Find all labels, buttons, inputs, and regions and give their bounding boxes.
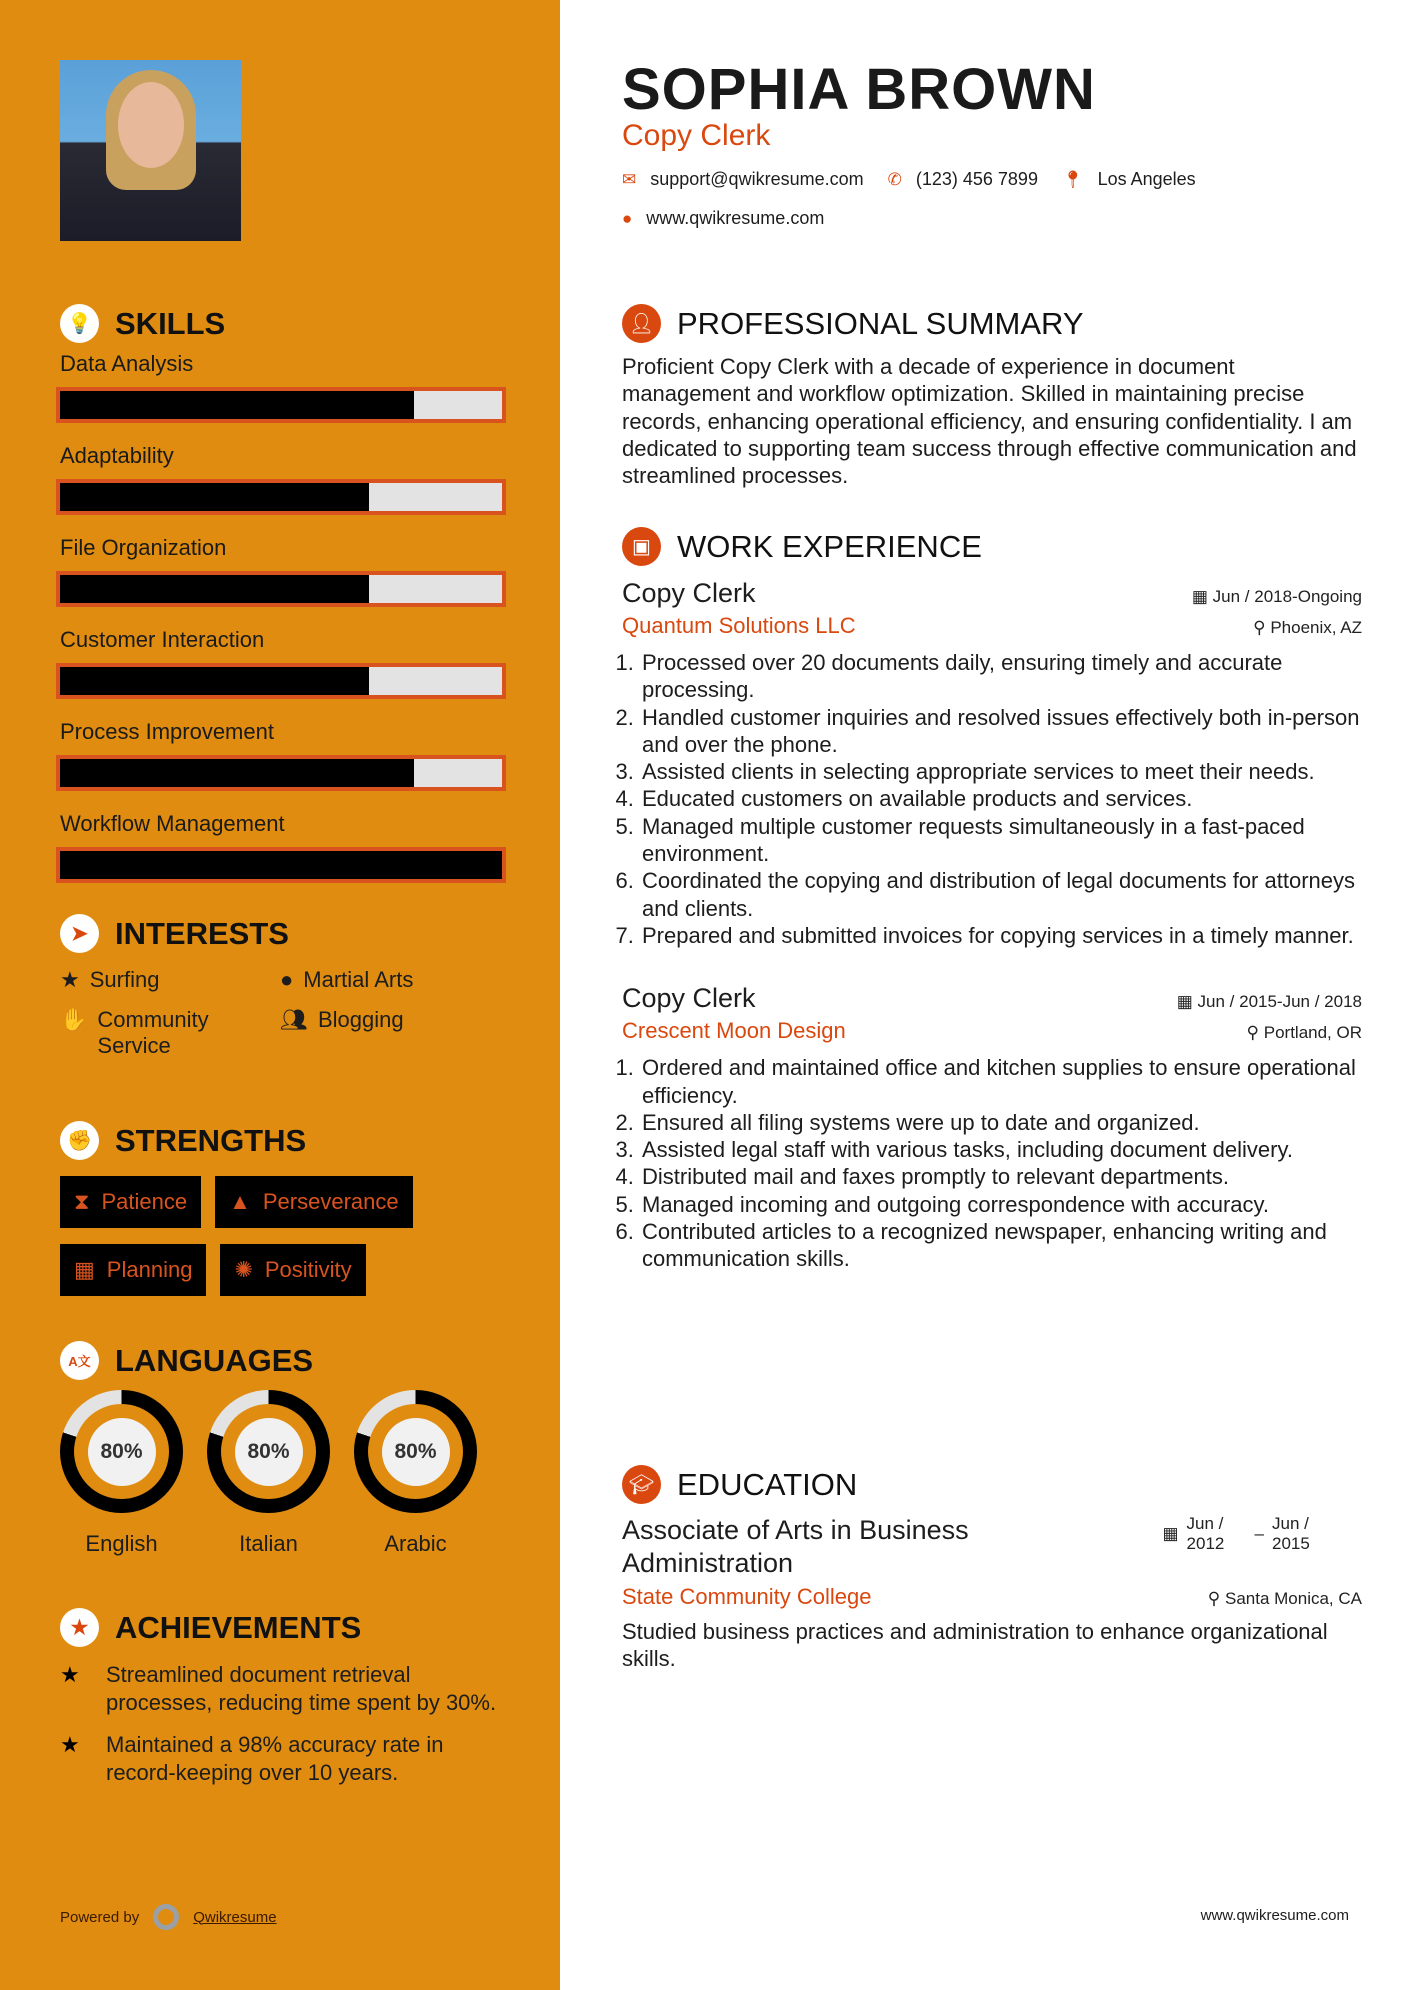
skill-bar-fill xyxy=(60,483,369,511)
skills-section xyxy=(60,304,506,903)
job-bullet: 1. Ordered and maintained office and kitchen supplies to ensure operational efficiency. xyxy=(640,1054,1362,1109)
job-bullet: 4. Distributed mail and faxes promptly to relevant departments. xyxy=(640,1163,1362,1190)
skill-bar-fill xyxy=(60,851,502,879)
user-icon: 👤︎ xyxy=(622,304,661,343)
job-title: Copy Clerk xyxy=(622,119,771,152)
skill-label: File Organization xyxy=(60,535,227,560)
map-marker-icon: 📍︎ xyxy=(1061,169,1084,189)
skill-item xyxy=(56,535,506,607)
education-heading: EDUCATION xyxy=(677,1466,858,1502)
interest-label: Community Service xyxy=(97,1007,209,1058)
language-item xyxy=(207,1390,330,1557)
skill-bar-fill xyxy=(60,667,369,695)
skill-bar-fill xyxy=(60,759,414,787)
skill-bar xyxy=(56,755,506,791)
strengths-heading: STRENGTHS xyxy=(115,1122,307,1158)
skill-bar-fill xyxy=(60,575,369,603)
powered-by-label: Powered by xyxy=(60,1908,140,1926)
skill-bar xyxy=(56,663,506,699)
job-location: Phoenix, AZ xyxy=(1270,618,1362,637)
job-entry xyxy=(622,983,1362,1272)
achievements-section xyxy=(60,1608,510,1801)
fist-icon: ✊ xyxy=(60,1121,99,1160)
achievement-text: Streamlined document retrieval processes, reducing time spent by 30%. xyxy=(106,1662,497,1715)
skill-bar xyxy=(56,571,506,607)
footer-url[interactable]: www.qwikresume.com xyxy=(1200,1907,1349,1924)
job-entry-title: Copy Clerk xyxy=(622,983,756,1014)
strength-tag xyxy=(60,1176,201,1228)
skill-bar xyxy=(56,847,506,883)
company: Crescent Moon Design xyxy=(622,1018,846,1044)
job-bullet: 5. Managed multiple customer requests simultaneously in a fast-paced environment. xyxy=(640,813,1362,868)
header xyxy=(622,56,1362,229)
languages-section xyxy=(60,1341,477,1557)
graduation-cap-icon: 🎓︎ xyxy=(622,1465,661,1504)
hand-icon: ✋ xyxy=(60,1007,88,1032)
strength-tag xyxy=(60,1244,206,1296)
job-bullet: 2. Ensured all filing systems were up to date and organized. xyxy=(640,1109,1362,1136)
summary-text: Proficient Copy Clerk with a decade of experience in document management and workflow optimization. Skilled in maintaining precise records, enhancing operational efficiency, and ensuring confidentiality. I am dedicated to supporting team success through effective communication and streamlined processes. xyxy=(622,354,1357,489)
qwikresume-logo-icon xyxy=(153,1904,179,1930)
job-bullet: 6. Contributed articles to a recognized newspaper, enhancing writing and communication skills. xyxy=(640,1218,1362,1273)
skill-item xyxy=(56,811,506,883)
road-icon: ▲ xyxy=(229,1189,251,1214)
language-icon: A文 xyxy=(60,1341,99,1380)
summary-section xyxy=(622,304,1362,489)
strength-tag xyxy=(215,1176,413,1228)
calendar-icon: ▦ xyxy=(1162,1524,1179,1543)
interest-item xyxy=(280,967,500,993)
job-bullet: 7. Prepared and submitted invoices for copying services in a timely manner. xyxy=(640,922,1362,949)
phone: (123) 456 7899 xyxy=(915,169,1038,189)
degree: Associate of Arts in Business Administration xyxy=(622,1515,969,1578)
achievement-item xyxy=(60,1731,510,1787)
powered-by xyxy=(60,1904,277,1930)
achievements-heading: ACHIEVEMENTS xyxy=(115,1609,362,1645)
interest-item xyxy=(60,967,280,993)
interest-item xyxy=(60,1007,280,1059)
edu-start: Jun / 2012 xyxy=(1186,1514,1225,1553)
strength-label: Positivity xyxy=(264,1257,352,1282)
education-section: 🎓︎ EDUCATION Associate of Arts in Business Administration ▦ Jun / 2012 – Jun / 2015 State Community College ⚲ Santa Monica, CA Studied business practices and administration to enhance organizational skills. xyxy=(622,1466,1362,1672)
envelope-icon: ✉ xyxy=(622,169,637,189)
language-percent: 80% xyxy=(235,1418,303,1486)
school: State Community College xyxy=(622,1584,872,1609)
skill-label: Process Improvement xyxy=(60,719,274,744)
interest-label: Surfing xyxy=(89,967,160,992)
job-bullet: 1. Processed over 20 documents daily, ensuring timely and accurate processing. xyxy=(640,649,1362,704)
achievement-text: Maintained a 98% accuracy rate in record-keeping over 10 years. xyxy=(106,1732,444,1785)
globe-icon: ● xyxy=(280,967,294,992)
hourglass-icon: ⧗ xyxy=(74,1189,90,1214)
skill-bar-fill xyxy=(60,391,414,419)
job-date: Jun / 2018-Ongoing xyxy=(1212,587,1362,606)
lightbulb-icon: 💡 xyxy=(60,304,99,343)
language-ring xyxy=(60,1390,183,1513)
skill-item xyxy=(56,351,506,423)
job-bullet: 3. Assisted clients in selecting appropriate services to meet their needs. xyxy=(640,758,1362,785)
location: Los Angeles xyxy=(1097,169,1196,189)
company: Quantum Solutions LLC xyxy=(622,613,856,638)
job-bullet: 5. Managed incoming and outgoing correspondence with accuracy. xyxy=(640,1191,1362,1218)
website[interactable]: www.qwikresume.com xyxy=(646,208,825,228)
edu-location: Santa Monica, CA xyxy=(1224,1589,1362,1608)
profile-photo xyxy=(60,60,241,241)
star-icon: ★ xyxy=(60,967,80,992)
interest-label: Martial Arts xyxy=(303,967,414,992)
interests-section xyxy=(60,914,500,1059)
languages-heading: LANGUAGES xyxy=(115,1342,314,1378)
strength-label: Perseverance xyxy=(262,1189,399,1214)
strengths-section xyxy=(60,1121,480,1296)
language-label: Italian xyxy=(239,1531,298,1556)
interests-heading: INTERESTS xyxy=(115,915,289,951)
job-bullet: 6. Coordinated the copying and distribution of legal documents for attorneys and clients. xyxy=(640,867,1362,922)
language-ring xyxy=(354,1390,477,1513)
skill-label: Customer Interaction xyxy=(60,627,265,652)
language-item xyxy=(60,1390,183,1557)
skill-item xyxy=(56,443,506,515)
skill-item xyxy=(56,627,506,699)
strength-label: Planning xyxy=(106,1257,193,1282)
phone-icon: ✆ xyxy=(887,169,902,189)
language-label: English xyxy=(85,1531,158,1556)
pin-icon: ⚲ xyxy=(1207,1589,1225,1608)
calendar-icon: ▦ xyxy=(1191,587,1213,606)
pin-icon: ⚲ xyxy=(1253,618,1271,637)
qwikresume-link[interactable]: Qwikresume xyxy=(193,1908,277,1926)
job-date: Jun / 2015-Jun / 2018 xyxy=(1197,992,1362,1012)
skill-bar xyxy=(56,387,506,423)
education-text: Studied business practices and administration to enhance organizational skills. xyxy=(622,1619,1328,1672)
pin-icon: ⚲ xyxy=(1246,1023,1264,1043)
language-item xyxy=(354,1390,477,1557)
interest-label: Blogging xyxy=(317,1007,404,1032)
job-bullet: 3. Assisted legal staff with various tasks, including document delivery. xyxy=(640,1136,1362,1163)
globe-icon: ● xyxy=(622,208,633,228)
paper-plane-icon: ➤ xyxy=(60,914,99,953)
skills-heading: SKILLS xyxy=(115,305,226,341)
skill-label: Adaptability xyxy=(60,443,174,468)
strength-tag xyxy=(220,1244,365,1296)
candidate-name: SOPHIA BROWN xyxy=(622,57,1096,122)
job-entry xyxy=(622,578,1362,949)
skill-item xyxy=(56,719,506,791)
skill-label: Workflow Management xyxy=(60,811,285,836)
language-label: Arabic xyxy=(384,1531,447,1556)
job-location: Portland, OR xyxy=(1263,1023,1362,1043)
work-section xyxy=(622,527,1362,1273)
work-heading: WORK EXPERIENCE xyxy=(677,528,982,564)
calendar-icon: ▦ xyxy=(74,1257,95,1282)
star-icon: ★ xyxy=(60,1732,80,1757)
skill-bar xyxy=(56,479,506,515)
skill-label: Data Analysis xyxy=(60,351,194,376)
strength-label: Patience xyxy=(101,1189,188,1214)
email[interactable]: support@qwikresume.com xyxy=(650,169,864,189)
language-ring xyxy=(207,1390,330,1513)
language-percent: 80% xyxy=(88,1418,156,1486)
star-badge-icon: ★ xyxy=(60,1608,99,1647)
star-icon: ★ xyxy=(60,1662,80,1687)
language-percent: 80% xyxy=(382,1418,450,1486)
users-icon: 👥︎ xyxy=(280,1007,308,1032)
interest-item xyxy=(280,1007,500,1059)
job-bullet: 2. Handled customer inquiries and resolved issues effectively both in-person and over the phone. xyxy=(640,704,1362,759)
achievement-item xyxy=(60,1661,510,1717)
job-bullet: 4. Educated customers on available products and services. xyxy=(640,785,1362,812)
sun-icon: ✺ xyxy=(234,1257,253,1282)
summary-heading: PROFESSIONAL SUMMARY xyxy=(677,305,1084,341)
job-entry-title: Copy Clerk xyxy=(622,578,756,608)
briefcase-icon: ▣ xyxy=(622,527,661,566)
edu-end: Jun / 2015 xyxy=(1272,1514,1310,1553)
calendar-icon: ▦ xyxy=(1176,992,1198,1012)
